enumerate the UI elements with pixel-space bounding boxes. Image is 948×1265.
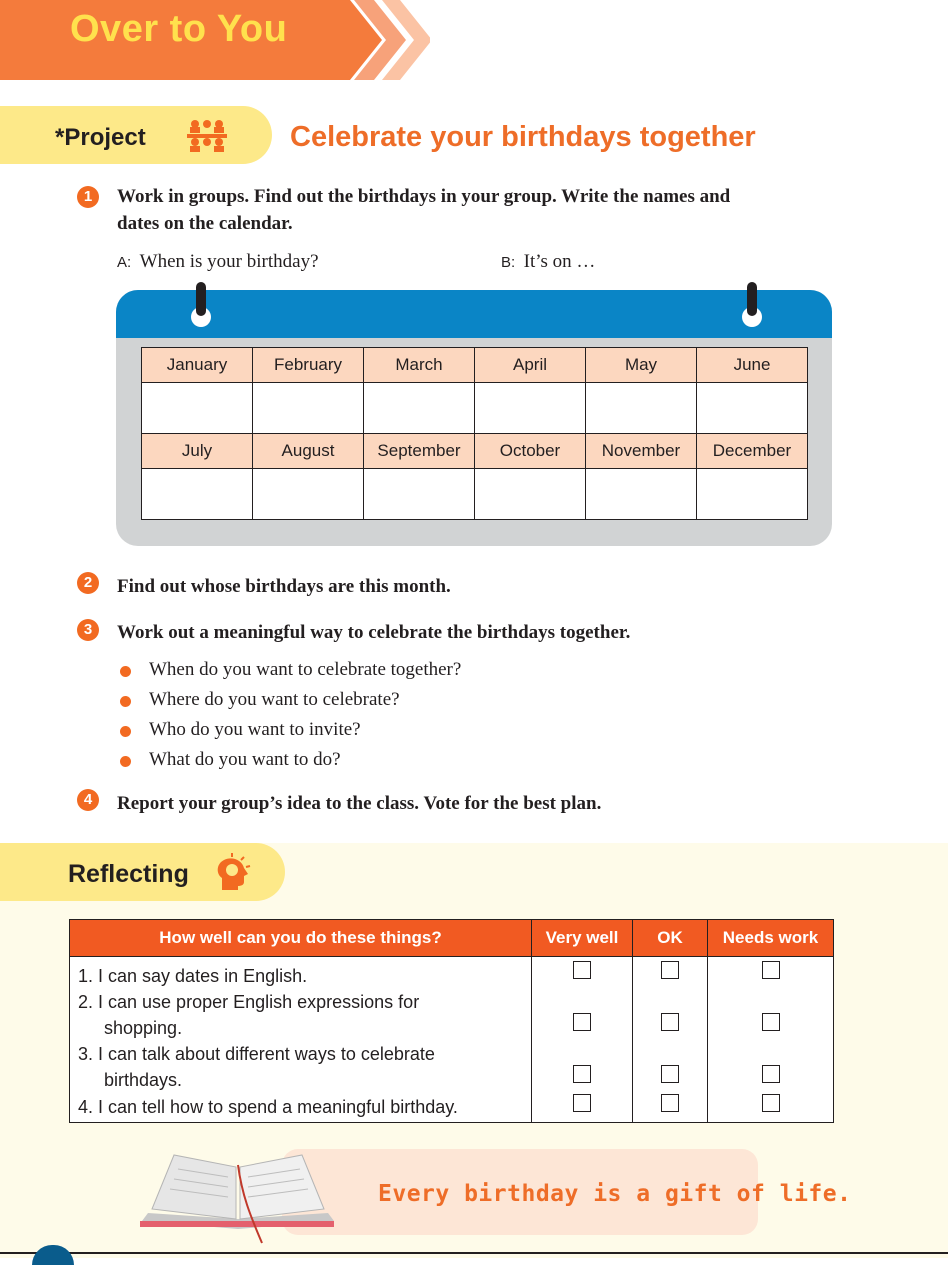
- page-footer-rule: [0, 1252, 948, 1254]
- quote-text: Every birthday is a gift of life.: [378, 1181, 852, 1207]
- month-label: February: [253, 348, 364, 383]
- checkbox[interactable]: [762, 1094, 780, 1112]
- table-header: Very well: [532, 920, 633, 957]
- table-header: OK: [633, 920, 708, 957]
- month-entry-cell[interactable]: [253, 383, 364, 434]
- checkbox[interactable]: [573, 1065, 591, 1083]
- table-row: [70, 989, 532, 1041]
- checkbox-cell: [633, 957, 708, 989]
- month-entry-cell[interactable]: [253, 469, 364, 520]
- table-row: [70, 1093, 532, 1123]
- checkbox-cell: [708, 1041, 834, 1093]
- bullet: [120, 756, 131, 767]
- calendar-ring: [747, 282, 757, 316]
- page-title: Over to You: [70, 8, 288, 50]
- checkbox-cell: [708, 1093, 834, 1123]
- step-number: 4: [77, 789, 99, 811]
- checkbox[interactable]: [661, 1065, 679, 1083]
- self-assessment-table: [69, 919, 834, 1123]
- step-text-line: dates on the calendar.: [117, 213, 293, 234]
- calendar-header-bar: [116, 290, 832, 338]
- month-label: November: [586, 434, 697, 469]
- month-entry-cell[interactable]: [586, 383, 697, 434]
- project-label: *Project: [55, 124, 146, 151]
- assessment-item: 4. I can tell how to spend a meaningful birthday.: [78, 1097, 458, 1117]
- checkbox-cell: [532, 1041, 633, 1093]
- question-item: Who do you want to invite?: [149, 719, 361, 740]
- table-row: [70, 1041, 532, 1093]
- checkbox[interactable]: [661, 1094, 679, 1112]
- month-label: September: [364, 434, 475, 469]
- assessment-item: 2. I can use proper English expressions for: [78, 991, 420, 1012]
- question-item: Where do you want to celebrate?: [149, 689, 400, 710]
- month-label: December: [697, 434, 808, 469]
- checkbox[interactable]: [661, 1013, 679, 1031]
- bullet: [120, 696, 131, 707]
- month-entry-cell[interactable]: [697, 469, 808, 520]
- bullet: [120, 666, 131, 677]
- checkbox-cell: [708, 989, 834, 1041]
- dialogue-text: When is your birthday?: [139, 251, 319, 272]
- chevron-arrows-icon: [310, 0, 430, 80]
- month-label: June: [697, 348, 808, 383]
- month-entry-cell[interactable]: [475, 383, 586, 434]
- speaker-label: A:: [117, 254, 132, 271]
- dialogue-text: It’s on …: [523, 251, 596, 272]
- checkbox[interactable]: [573, 961, 591, 979]
- checkbox-cell: [633, 989, 708, 1041]
- step-number: 2: [77, 572, 99, 594]
- month-entry-cell[interactable]: [586, 469, 697, 520]
- month-label: March: [364, 348, 475, 383]
- reflecting-label: Reflecting: [68, 860, 189, 888]
- step-number: 1: [77, 186, 99, 208]
- assessment-item: 1. I can say dates in English.: [78, 965, 308, 986]
- open-book-icon: [138, 1145, 338, 1245]
- month-entry-cell[interactable]: [697, 383, 808, 434]
- table-header: Needs work: [708, 920, 834, 957]
- checkbox-cell: [532, 1093, 633, 1123]
- group-work-icon: [186, 118, 228, 152]
- month-label: May: [586, 348, 697, 383]
- checkbox[interactable]: [661, 961, 679, 979]
- dialogue-b: [501, 251, 595, 273]
- month-entry-cell[interactable]: [475, 469, 586, 520]
- month-label: January: [142, 348, 253, 383]
- checkbox-cell: [633, 1041, 708, 1093]
- checkbox-cell: [532, 989, 633, 1041]
- checkbox-cell: [532, 957, 633, 989]
- checkbox-cell: [708, 957, 834, 989]
- speaker-label: B:: [501, 254, 516, 271]
- checkbox[interactable]: [762, 961, 780, 979]
- checkbox[interactable]: [762, 1065, 780, 1083]
- dialogue-a: [117, 251, 319, 273]
- question-item: When do you want to celebrate together?: [149, 659, 462, 680]
- month-label: August: [253, 434, 364, 469]
- checkbox[interactable]: [762, 1013, 780, 1031]
- step-text: Report your group’s idea to the class. Vote for the best plan.: [117, 793, 602, 814]
- checkbox[interactable]: [573, 1013, 591, 1031]
- month-entry-cell[interactable]: [142, 383, 253, 434]
- month-label: October: [475, 434, 586, 469]
- question-item: What do you want to do?: [149, 749, 341, 770]
- month-entry-cell[interactable]: [142, 469, 253, 520]
- month-label: April: [475, 348, 586, 383]
- assessment-item: 3. I can talk about different ways to celebrate: [78, 1043, 435, 1064]
- month-entry-cell[interactable]: [364, 383, 475, 434]
- assessment-item: birthdays.: [104, 1069, 183, 1090]
- month-entry-cell[interactable]: [364, 469, 475, 520]
- step-text: [117, 183, 730, 237]
- step-text: Work out a meaningful way to celebrate the birthdays together.: [117, 622, 631, 643]
- step-number: 3: [77, 619, 99, 641]
- birthday-calendar: [141, 347, 808, 520]
- table-row: [70, 957, 532, 989]
- checkbox-cell: [633, 1093, 708, 1123]
- table-header: How well can you do these things?: [70, 920, 532, 957]
- month-label: July: [142, 434, 253, 469]
- step-text-line: Work in groups. Find out the birthdays in your group. Write the names and: [117, 186, 731, 207]
- step-text: Find out whose birthdays are this month.: [117, 576, 451, 597]
- assessment-item: shopping.: [104, 1017, 183, 1038]
- bullet: [120, 726, 131, 737]
- checkbox[interactable]: [573, 1094, 591, 1112]
- project-title: Celebrate your birthdays together: [290, 121, 756, 153]
- calendar-ring: [196, 282, 206, 316]
- lightbulb-head-icon: [214, 852, 254, 892]
